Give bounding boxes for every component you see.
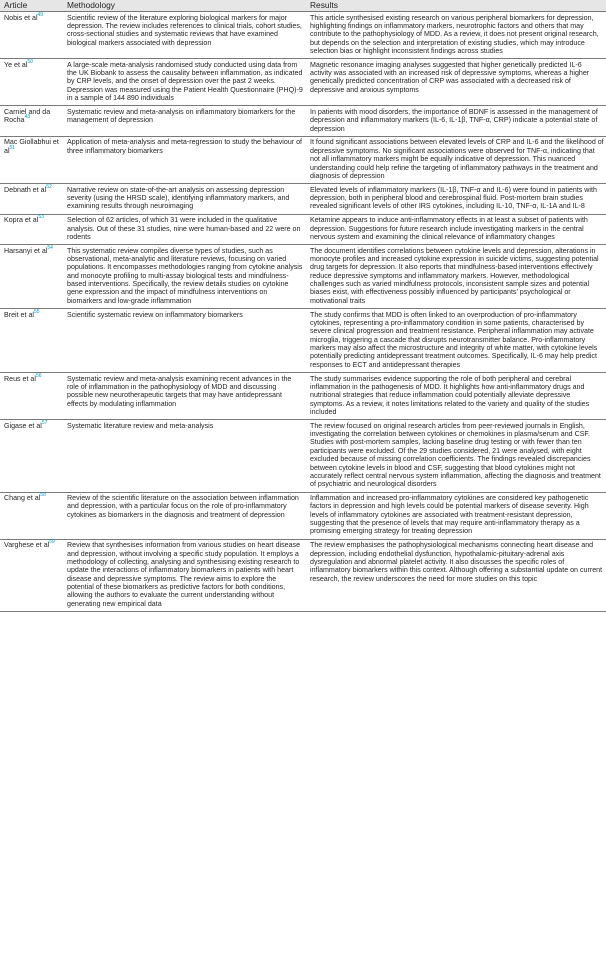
article-name: Gigase et al (4, 421, 42, 430)
methodology-cell: Scientific review of the literature exploring biological markers for major depression. The review includes references to clinical trials, cohort studies, cross-sectional studies and systematic reviews that have examined biological markers associated with depression (67, 13, 302, 47)
article-cell (0, 12, 63, 59)
results-cell: Ketamine appears to induce anti-inflammatory effects in at least a subset of patients with depression. Suggestions for future research include investigating markers in the central nervous system and examining the clinical relevance of inflammatory changes (310, 216, 588, 241)
reference-number[interactable]: 50 (27, 58, 33, 65)
table-row (0, 309, 606, 373)
article-name: Reus et al (4, 374, 36, 383)
methodology-cell: Systematic review and meta-analysis on inflammatory biomarkers for the management of depression (67, 107, 296, 125)
header-results: Results (310, 0, 338, 10)
results-cell: Elevated levels of inflammatory markers (IL-1β, TNF-α and IL-6) were found in patients with depression, both in peripheral blood and cerebrospinal fluid. Post-mortem brain studies revealed significant levels of other IRS cytokines, including IL-10, TNF-α, IL-1A and IL-8 (310, 185, 597, 211)
methodology-cell: Scientific systematic review on inflammatory biomarkers (67, 310, 243, 319)
table-header-row (0, 0, 606, 12)
article-cell (0, 214, 63, 245)
article-cell (0, 245, 63, 309)
article-name: Harsanyi et al (4, 246, 48, 255)
article-cell (0, 539, 63, 611)
table-row (0, 214, 606, 245)
table-row (0, 59, 606, 106)
table-row (0, 420, 606, 492)
article-name: Breit et al (4, 310, 34, 319)
article-cell (0, 309, 63, 373)
article-name: Ye et al (4, 60, 28, 69)
header-article: Article (4, 0, 28, 10)
article-cell (0, 492, 63, 539)
results-cell: It found significant associations between elevated levels of CRP and IL-6 and the likelihood of depressive symptoms. No significant associations were observed for TNF-α, indicating that not all inflammatory markers might be equally indicative of depression. This nuanced understanding could help refine the targeting of inflammatory pathways in the treatment and diagnosis of depression (310, 138, 604, 180)
results-cell: The study confirms that MDD is often linked to an overproduction of pro-inflammatory cytokines, representing a pro-inflammatory condition in some patients, characterised by severe clinical progression and treatment resistance. Peripheral inflammation may activate microglia, triggering a cascade that disrupts neurotransmitter balance. Pro-inflammatory markers may also affect the microstructure and integrity of white matter, with cytokine levels potentially predicting antidepressant treatment outcomes. Specifically, IL-6 may help predict responses to ECT and antidepressant therapies (310, 310, 598, 369)
table-row (0, 136, 606, 183)
article-cell (0, 59, 63, 106)
table-row (0, 184, 606, 215)
results-cell: The review emphasises the pathophysiological mechanisms connecting heart disease and depression, including endothelial dysfunction, hypothalamic-pituitary-adrenal axis dysregulation and abnormal platelet activity. It also discusses the specific roles of inflammatory biomarkers within this context. Although offering a substantial update on current research, the review underscores the need for more studies on this topic (310, 541, 603, 583)
results-cell: Magnetic resonance imaging analyses suggested that higher genetically predicted IL-6 activity was associated with an increased risk of depressive symptoms, whereas a higher genetically predicted concentration of CRP was associated with a decreased risk of depressive and anxious symptoms (310, 60, 590, 94)
results-cell: The study summarises evidence supporting the role of both peripheral and cerebral inflammation in the pathogenesis of MDD. It highlights how anti-inflammatory drugs and nutritional strategies that reduce inflammation could potentially alleviate depressive symptoms. As a review, it notes limitations related to the variety and quality of the studies included (310, 374, 590, 416)
reference-number[interactable]: 57 (41, 419, 48, 426)
article-cell (0, 136, 63, 183)
header-methodology: Methodology (67, 0, 115, 10)
methodology-cell: Review that synthesises information from various studies on heart disease and depression, without involving a specific study population. It employs a methodology of collecting, analysing and synthesising existing research to update the interactions of inflammatory biomarkers in patients with heart disease and depressive symptoms. The review aims to explore the potential of these biomarkers as predictive factors for both conditions, allowing the authors to evaluate the current understanding without generating new empirical data (67, 541, 301, 608)
reference-number[interactable]: 52 (46, 183, 52, 190)
results-cell: The document identifies correlations between cytokine levels and depression, alterations in monocyte profiles and increased cytokine expression in suicide victims, suggesting potential drug targets for depression. It also reports that mindfulness-based interventions effectively reduce depressive symptoms and inflammatory markers. However, methodological challenges such as varied mindfulness protocols, inconsistent sample sizes and potential biases exist, with effectiveness possibly influenced by participants’ psychological or motivational traits (310, 246, 599, 305)
reference-number[interactable]: 51 (9, 144, 16, 151)
results-cell: This article synthesised existing research on various peripheral biomarkers for depression, highlighting findings on inflammatory markers, neurotrophic factors and others that may contribute to the pathophysiology of MDD. As a review, it does not present original research, but depends on the selection and interpretation of existing studies, which may introduce selection bias or highlight inconsistent findings across studies (310, 13, 599, 55)
reference-number[interactable]: 49 (37, 11, 44, 18)
methodology-cell: Systematic review and meta-analysis examining recent advances in the role of inflammation in the pathophysiology of MDD and discussing possible new neurotherapeutic targets that may have antidepressant effects by modulating inflammation (67, 374, 292, 408)
methodology-cell: This systematic review compiles diverse types of studies, such as observational, meta-analytic and literature reviews, focusing on varied populations. It encompasses methodologies ranging from cytokine analysis and monocyte profiling to multi-assay biological tests and mindfulness-based interventions. Specifically, the review details studies on cytokine gene expression and the impact of mindfulness interventions on biomarkers and low-grade inflammation (67, 246, 303, 305)
article-name: Carniel and da Rocha (4, 107, 51, 125)
article-name: Kopra et al (4, 216, 39, 225)
article-cell (0, 420, 63, 492)
article-name: Mac Giollabhui et al (4, 138, 59, 155)
methodology-cell: Systematic literature review and meta-analysis (67, 421, 214, 430)
methodology-cell: Application of meta-analysis and meta-regression to study the behaviour of three inflammatory biomarkers (67, 138, 303, 155)
article-cell (0, 184, 63, 215)
article-name: Varghese et al (4, 541, 50, 550)
results-cell: The review focused on original research articles from peer-reviewed journals in English, investigating the correlation between cytokines or chemokines in plasma/serum and CSF. Studies with post-mortem samples, lacking baseline drug testing or with fewer than ten participants were excluded. Of the 29 studies considered, 21 were analysed, with eight excluded because of missing correlation coefficients. The findings revealed discrepancies between cytokine levels in blood and CSF, suggesting that blood cytokines might not accurately reflect central nervous system inflammation, affecting the diagnosis and treatment of psychiatric and neurological disorders (310, 421, 601, 489)
reference-number[interactable]: 58 (40, 492, 46, 499)
table-row (0, 12, 606, 59)
reference-number[interactable]: 43 (24, 114, 31, 121)
article-cell (0, 106, 63, 137)
table-row (0, 106, 606, 137)
results-cell: In patients with mood disorders, the importance of BDNF is assessed in the management of depression and inflammatory markers (IL-6, IL-1β, TNF-α, CRP) indicate a potential state of depression (310, 107, 598, 133)
table-row (0, 245, 606, 309)
reference-number[interactable]: 54 (47, 244, 53, 251)
article-name: Debnath et al (4, 185, 47, 194)
table-row (0, 373, 606, 420)
article-name: Chang et al (4, 494, 41, 503)
article-name: Nobis et al (4, 13, 38, 22)
table-row (0, 492, 606, 539)
methodology-cell: Selection of 62 articles, of which 31 were included in the qualitative analysis. Out of these 31 studies, nine were human-based and 22 were on rodents (67, 216, 301, 241)
results-cell: Inflammation and increased pro-inflammatory cytokines are considered key pathogenetic factors in depression and high levels could be potential markers of disease severity. High levels of inflammatory cytokines are associated with treatment-resistant depression, suggesting that the presence of levels that may require anti-inflammatory therapy as a promising emerging strategy for treating depression (310, 494, 589, 536)
methodology-cell: A large-scale meta-analysis randomised study conducted using data from the UK Biobank to assess the causality between inflammation, as indicated by CRP levels, and the onset of depression over the past 2 weeks. Depression was measured using the Patient Health Questionnaire (PHQ)-9 in a sample of 144 890 individuals (67, 60, 303, 103)
article-cell (0, 373, 63, 420)
reference-number[interactable]: 55 (33, 308, 40, 315)
table-row (0, 539, 606, 611)
reference-number[interactable]: 56 (35, 372, 42, 379)
methodology-cell: Review of the scientific literature on the association between inflammation and depression, with a particular focus on the role of pro-inflammatory cytokines as biomarkers in the diagnosis and treatment of depression (67, 494, 299, 519)
methodology-cell: Narrative review on state-of-the-art analysis on assessing depression severity (using the HRSD scale), identifying inflammatory markers, and examining results through neuroimaging (67, 185, 290, 211)
reference-number[interactable]: 59 (49, 539, 55, 546)
reference-number[interactable]: 53 (38, 214, 44, 221)
